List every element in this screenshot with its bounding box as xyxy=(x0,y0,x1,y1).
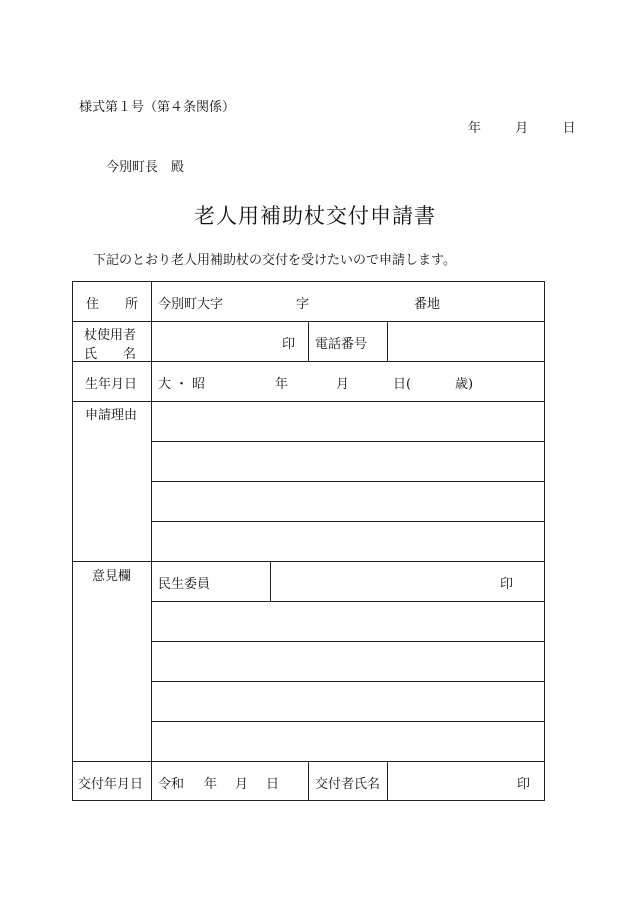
user-name-label-line2: 氏 名 xyxy=(84,347,137,362)
row-divider xyxy=(151,521,545,522)
row-divider xyxy=(72,401,545,402)
birthdate-year: 年 xyxy=(275,377,289,392)
row-divider xyxy=(151,441,545,442)
reason-label: 申請理由 xyxy=(85,408,138,423)
delivery-year: 年 xyxy=(204,777,218,792)
delivery-era: 令和 xyxy=(158,777,185,792)
birthdate-day: 日( xyxy=(393,377,412,392)
application-date xyxy=(468,117,576,136)
row-divider xyxy=(151,681,545,682)
issuer-seal: 印 xyxy=(517,777,531,792)
form-number: 様式第１号（第４条関係） xyxy=(79,100,236,115)
cell-divider xyxy=(308,321,309,361)
row-divider xyxy=(151,641,545,642)
address-label: 住 所 xyxy=(86,297,139,312)
intro-text: 下記のとおり老人用補助杖の交付を受けたいので申請します。 xyxy=(93,253,456,268)
row-divider xyxy=(151,601,545,602)
date-month: 月 xyxy=(515,121,529,136)
cell-divider xyxy=(387,761,388,801)
date-year: 年 xyxy=(468,121,482,136)
commissioner-label: 民生委員 xyxy=(158,577,211,592)
row-divider xyxy=(151,721,545,722)
address-prefix: 今別町大字 xyxy=(158,297,224,312)
issuer-label: 交付者氏名 xyxy=(315,777,381,792)
address-aza: 字 xyxy=(296,297,310,312)
commissioner-seal: 印 xyxy=(500,577,514,592)
birthdate-month: 月 xyxy=(336,377,350,392)
row-divider xyxy=(72,561,545,562)
birthdate-era: 大・昭 xyxy=(158,377,210,392)
document-title: 老人用補助杖交付申請書 xyxy=(194,204,436,228)
cell-divider xyxy=(387,321,388,361)
row-divider xyxy=(151,481,545,482)
delivery-day: 日 xyxy=(266,777,280,792)
user-name-seal: 印 xyxy=(282,337,296,352)
birthdate-age: 歳) xyxy=(455,377,474,392)
date-day: 日 xyxy=(562,121,576,136)
cell-divider xyxy=(308,761,309,801)
row-divider xyxy=(72,361,545,362)
birthdate-label: 生年月日 xyxy=(85,377,138,392)
addressee: 今別町長 殿 xyxy=(106,160,185,175)
delivery-month: 月 xyxy=(235,777,249,792)
user-name-label-line1: 杖使用者 xyxy=(84,328,137,343)
address-banchi: 番地 xyxy=(414,297,441,312)
label-column-divider xyxy=(151,281,152,801)
delivery-date-label: 交付年月日 xyxy=(78,777,144,792)
opinion-label: 意見欄 xyxy=(92,569,132,584)
phone-label: 電話番号 xyxy=(315,337,368,352)
cell-divider xyxy=(270,561,271,601)
